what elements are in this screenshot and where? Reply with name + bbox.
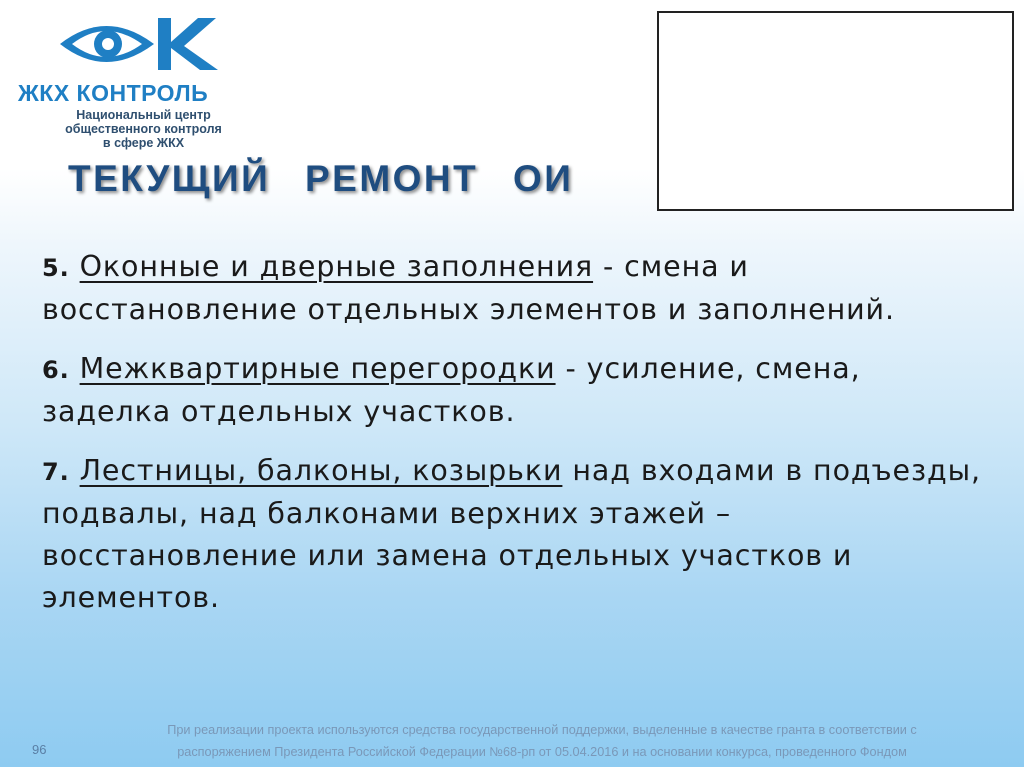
item-term: Межквартирные перегородки xyxy=(79,352,556,385)
item-term: Лестницы, балконы, козырьки xyxy=(79,454,563,487)
footer-note xyxy=(78,719,1006,763)
item-term: Оконные и дверные заполнения xyxy=(79,250,594,283)
list-item xyxy=(42,246,982,331)
logo-subtitle-line: общественного контроля xyxy=(65,122,222,136)
item-number: 5. xyxy=(42,254,70,282)
logo xyxy=(18,12,268,150)
item-number: 7. xyxy=(42,458,70,486)
eye-logo-icon xyxy=(58,12,228,76)
item-text: - смена и восстановление отдельных элементов и заполнений. xyxy=(42,250,895,326)
slide-title: ТЕКУЩИЙ РЕМОНТ ОИ xyxy=(68,158,574,199)
page-number: 96 xyxy=(32,742,47,757)
logo-subtitle-line: Национальный центр xyxy=(76,108,211,122)
item-number: 6. xyxy=(42,356,70,384)
list-item xyxy=(42,450,982,619)
item-text: - усиление, смена, заделка отдельных участков. xyxy=(42,352,861,428)
logo-subtitle xyxy=(36,108,251,150)
footer-line: При реализации проекта используются средства государственной поддержки, выделенные в качестве гранта в соответствии с xyxy=(167,723,917,737)
list-item xyxy=(42,348,982,433)
logo-subtitle-line: в сфере ЖКХ xyxy=(102,136,185,150)
logo-name: ЖКХ КОНТРОЛЬ xyxy=(18,80,209,106)
image-placeholder xyxy=(657,11,1014,211)
slide-content xyxy=(42,246,982,636)
footer-line: распоряжением Президента Российской Федерации №68-рп от 05.04.2016 и на основании конкурса, проведенного Фондом xyxy=(177,745,907,759)
item-text: над входами в подъезды, подвалы, над балконами верхних этажей – восстановление или замена отдельных участков и элементов. xyxy=(42,454,982,614)
